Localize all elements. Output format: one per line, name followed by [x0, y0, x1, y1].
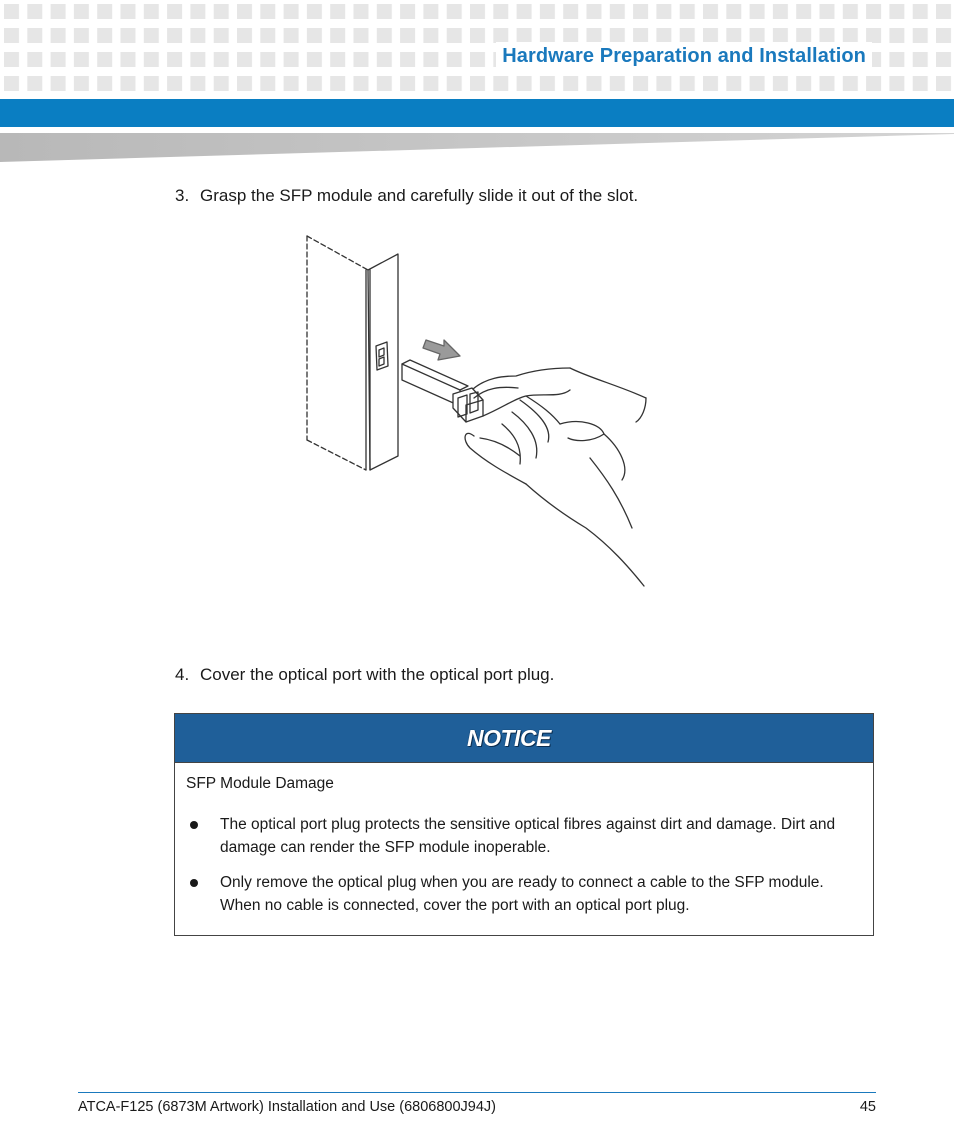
- notice-subtitle: SFP Module Damage: [186, 775, 334, 792]
- notice-bullet: [186, 871, 863, 917]
- notice-header: [175, 714, 873, 763]
- notice-bullet-text: Only remove the optical plug when you are ready to connect a cable to the SFP module. When no cable is connected, cover the port with an optical port plug.: [220, 874, 824, 914]
- sfp-removal-illustration: [290, 228, 660, 598]
- step-4-text: Cover the optical port with the optical port plug.: [200, 665, 555, 684]
- step-4: [175, 665, 554, 685]
- section-title: Hardware Preparation and Installation: [496, 42, 872, 70]
- footer-divider: [78, 1092, 876, 1093]
- footer-page-number: 45: [859, 1099, 876, 1115]
- footer-document-title: ATCA-F125 (6873M Artwork) Installation and Use (6806800J94J): [78, 1099, 497, 1115]
- header-blue-bar: [0, 99, 954, 127]
- header-gray-wedge: [0, 127, 954, 163]
- step-4-number: 4.: [175, 665, 190, 684]
- step-3-text: Grasp the SFP module and carefully slide it out of the slot.: [200, 186, 639, 205]
- notice-label: NOTICE: [467, 724, 551, 751]
- notice-bullet: [186, 813, 863, 859]
- step-3: [175, 186, 638, 206]
- notice-body: [175, 763, 873, 917]
- notice-box: [174, 713, 874, 936]
- notice-bullet-text: The optical port plug protects the sensitive optical fibres against dirt and damage. Dirt and damage can render the SFP module inoperable.: [220, 816, 836, 856]
- bullet-dot-icon: [190, 821, 198, 829]
- step-3-number: 3.: [175, 186, 190, 205]
- bullet-dot-icon: [190, 879, 198, 887]
